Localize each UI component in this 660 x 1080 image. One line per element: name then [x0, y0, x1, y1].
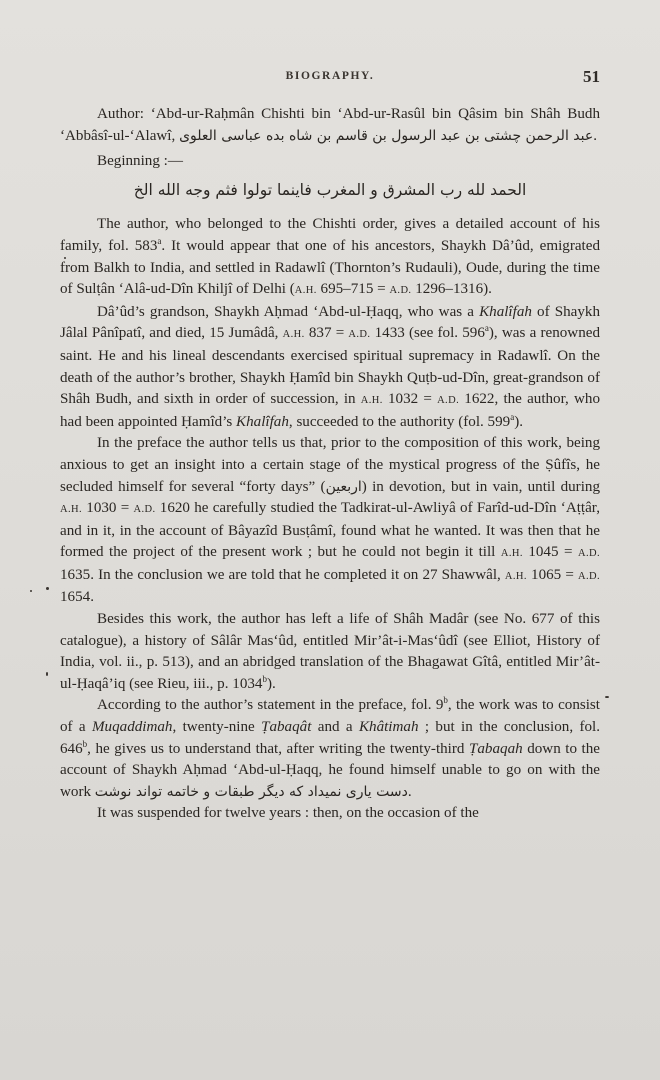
khalifah-term: Khalîfah [479, 303, 532, 320]
era-ad: A.D. [577, 570, 600, 582]
page-body [60, 104, 600, 825]
page-header [60, 67, 600, 94]
other-works-paragraph [60, 609, 600, 695]
print-speck [30, 590, 32, 592]
preface-text-5: 1045 = [522, 544, 578, 561]
other-works-text-1: Besides this work, the author has left a life of Shâh Madâr (see No. 677 of this catalogue), a history of Sâlâr Mas‘ûd, entitled Mir’ât-i-Mas‘ûdî (see Elliot, History of India, vol. ii., p. 513), and an abridged translation of the Bhagawat Gîtâ, entitled Mir’ât-ul-Ḥaqâ’iq (see Rieu, iii., p. 1034 [60, 611, 600, 692]
structure-text-6: , he gives us to understand that, after writing the twenty-third [87, 740, 469, 757]
tabaqah-term: Ṭabaqah [468, 740, 523, 757]
era-ah: A.H. [500, 548, 523, 560]
suspended-text: It was suspended for twelve years : then, on the occasion of the [97, 805, 479, 822]
era-ah: A.H. [294, 285, 317, 297]
author-paragraph [60, 104, 600, 147]
muqaddimah-term: Muqaddimah [91, 719, 173, 736]
beginning-label: Beginning :— [97, 153, 183, 170]
family-text-4: 1296–1316). [411, 281, 492, 298]
preface-text-2: ) in devotion, but in vain, until during [361, 478, 600, 495]
era-ad: A.D. [348, 329, 371, 341]
era-ad: A.D. [437, 395, 460, 407]
grandson-text-4: 1433 (see fol. 596 [370, 325, 485, 342]
era-ah: A.H. [60, 504, 83, 516]
era-ad: A.D. [133, 504, 156, 516]
structure-sup-2: b [82, 738, 88, 749]
structure-text-7: down to the account of Shaykh Aḥmad ‘Abd-ul-Ḥaqq, he found himself unable to go on with the work [60, 740, 600, 800]
grandson-text-5: ), was a renowned saint. He and his lineal descendants exercised spiritual supremacy in Radawlî. On the death of the author’s brother, Shaykh Ḥamîd bin Shaykh Quṭb-ud-Dîn, great-grandson of Shâh Budh, and sixth in order of succession, in [60, 325, 600, 408]
tabaqat-term: Ṭabaqât [261, 719, 312, 736]
khalifah-term: Khalîfah [236, 413, 289, 430]
structure-text-2: , the work was to consist of a [60, 697, 600, 736]
family-text-3: 695–715 = [316, 281, 390, 298]
family-sup: a [157, 235, 162, 246]
structure-end: . [407, 783, 412, 800]
print-speck [46, 587, 49, 590]
print-speck [46, 672, 48, 676]
family-text-1: The author, who belonged to the Chishti order, gives a detailed account of his family, fol. 583 [60, 216, 600, 254]
preface-text-1: In the preface the author tells us that, prior to the composition of this work, being anxious to get an insight into a certain stage of the mystical progress of the Ṣûfîs, he secluded himself for several “forty days” ( [60, 435, 600, 495]
structure-paragraph [60, 695, 600, 803]
print-speck [64, 257, 66, 259]
author-text: Author: ‘Abd-ur-Raḥmân Chishti bin ‘Abd-ur-Rasûl bin Qâsim bin Shâh Budh ‘Abbâsî-ul-‘Alawî, [60, 106, 600, 144]
grandson-text-3: 837 = [304, 325, 349, 342]
forty-days-arabic: اربعین [325, 478, 362, 495]
structure-text-3: , twenty-nine [172, 719, 262, 736]
author-arabic-name: عبد الرحمن چشتی بن عبد الرسول بن قاسم بن شاه بده عباسی العلوی [179, 127, 594, 144]
grandson-paragraph [60, 302, 600, 434]
family-text-2: . It would appear that one of his ancestors, Shaykh Dâ’ûd, emigrated from Balkh to India, and settled in Radawlî (Thornton’s Rudauli), Oude, during the time of Sulṭân ‘Alâ-ud-Dîn Khiljî of Delhi ( [60, 237, 600, 298]
preface-text-8: 1654. [60, 589, 94, 606]
preface-text-4: 1620 he carefully studied the Tadkirat-ul-Awliyâ of Farîd-ud-Dîn ‘Aṭṭâr, and in it, in the account of Bâyazîd Busṭâmî, found what he wanted. It was then that he formed the project of the present work ; but he could not begin it till [60, 500, 600, 561]
structure-sup-1: b [443, 695, 448, 706]
era-ah: A.H. [504, 570, 527, 582]
page-number: 51 [583, 67, 600, 86]
era-ad: A.D. [577, 548, 600, 560]
grandson-text-6: 1032 = [382, 391, 438, 408]
other-works-sup: b [262, 673, 267, 684]
structure-text-5: ; but in the conclusion, fol. 646 [60, 719, 600, 757]
grandson-text-7: 1622, the author, who had been appointed Ḥamîd’s [60, 391, 600, 430]
grandson-sup-1: a [484, 323, 489, 334]
structure-text-4: and a [311, 719, 359, 736]
author-end: . [593, 127, 597, 144]
grandson-text-8: , succeeded to the authority (fol. 599 [288, 413, 511, 430]
grandson-text-9: ). [514, 413, 524, 430]
structure-text-1: According to the author’s statement in the preface, fol. 9 [97, 697, 444, 714]
preface-text-3: 1030 = [82, 500, 134, 517]
running-head: BIOGRAPHY. [285, 70, 375, 82]
preface-paragraph [60, 433, 600, 609]
unable-arabic: دست یاری نمیداد که دیگر طبقات و خاتمه تواند نوشت [94, 783, 408, 800]
suspended-paragraph [60, 803, 600, 825]
era-ad: A.D. [389, 285, 412, 297]
grandson-sup-2: a [510, 411, 515, 422]
beginning-arabic: الحمد لله رب المشرق و المغرب فاینما تولوا فثم وجه الله الخ [133, 180, 527, 199]
grandson-text-2: of Shaykh Jâlal Pânîpatî, and died, 15 Jumâdâ, [60, 303, 600, 342]
khatimah-term: Khâtimah [358, 719, 419, 736]
era-ah: A.H. [282, 329, 305, 341]
preface-text-6: 1635. In the conclusion we are told that he completed it on 27 Shawwâl, [60, 566, 505, 583]
other-works-text-2: ). [266, 675, 276, 692]
family-paragraph [60, 214, 600, 301]
era-ah: A.H. [360, 395, 383, 407]
print-speck [605, 696, 609, 698]
preface-text-7: 1065 = [526, 566, 578, 583]
grandson-text-1: Dâ’ûd’s grandson, Shaykh Aḥmad ‘Abd-ul-Ḥaqq, who was a [97, 303, 480, 320]
